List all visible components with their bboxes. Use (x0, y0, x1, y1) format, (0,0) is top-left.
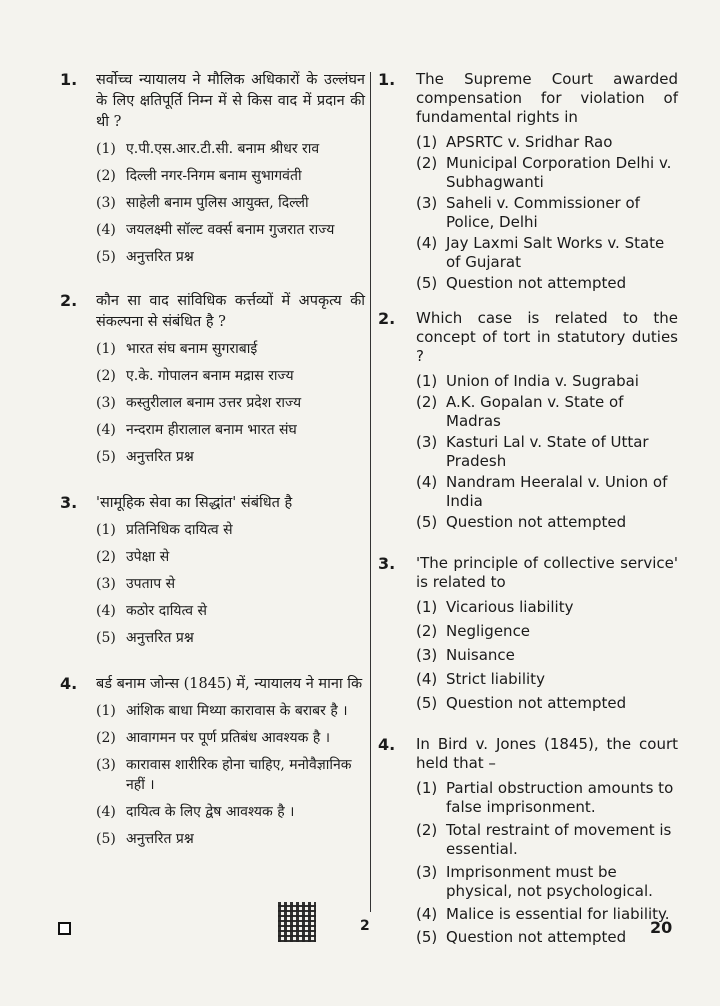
option: (2) उपेक्षा से (96, 549, 170, 565)
option: (5) अनुत्तरित प्रश्न (96, 449, 194, 465)
question-3-hi (60, 493, 365, 648)
option: (2) Municipal Corporation Delhi v. Subhagwanti (416, 154, 672, 191)
option: (5) Question not attempted (416, 274, 627, 292)
option: (1) APSRTC v. Sridhar Rao (416, 133, 613, 151)
option: (4) नन्दराम हीरालाल बनाम भारत संघ (96, 422, 297, 438)
registration-mark-icon (58, 922, 71, 935)
option: (2) ए.के. गोपालन बनाम मद्रास राज्य (96, 368, 294, 384)
option: (5) अनुत्तरित प्रश्न (96, 249, 194, 265)
option: (1) प्रतिनिधिक दायित्व से (96, 522, 233, 538)
question-text: The Supreme Court awarded compensation for violation of fundamental rights in (416, 70, 678, 126)
option: (1) ए.पी.एस.आर.टी.सी. बनाम श्रीधर राव (96, 141, 320, 157)
option: (3) कारावास शारीरिक होना चाहिए, मनोवैज्ञानिक नहीं । (96, 757, 352, 793)
option: (2) A.K. Gopalan v. State of Madras (416, 393, 624, 430)
question-1-en (378, 70, 678, 293)
page-number-center: 2 (360, 918, 370, 934)
question-3-en (378, 554, 678, 713)
page-number-right: 20 (650, 918, 673, 937)
question-number: 1. (60, 70, 78, 89)
option: (3) साहेली बनाम पुलिस आयुक्त, दिल्ली (96, 195, 309, 211)
question-text: सर्वोच्च न्यायालय ने मौलिक अधिकारों के उल्लंघन के लिए क्षतिपूर्ति निम्न में से किस वाद में प्रदान की थी ? (96, 72, 365, 130)
option: (1) Vicarious liability (416, 598, 574, 616)
question-text: कौन सा वाद सांविधिक कर्त्तव्यों में अपकृत्य की संकल्पना से संबंधित है ? (96, 293, 365, 330)
question-text: 'सामूहिक सेवा का सिद्धांत' संबंधित है (96, 495, 293, 511)
options-list (96, 520, 365, 648)
option: (4) Strict liability (416, 670, 545, 688)
english-column (378, 70, 678, 951)
option: (5) Question not attempted (416, 513, 627, 531)
question-number: 3. (60, 493, 78, 512)
question-4-hi (60, 674, 365, 849)
option: (4) Nandram Heeralal v. Union of India (416, 473, 668, 510)
column-divider (370, 72, 371, 912)
option: (5) अनुत्तरित प्रश्न (96, 831, 194, 847)
options-list (416, 598, 678, 713)
option: (2) Total restraint of movement is essential. (416, 821, 672, 858)
question-number: 2. (378, 309, 396, 328)
option: (4) कठोर दायित्व से (96, 603, 207, 619)
option: (2) दिल्ली नगर-निगम बनाम सुभागवंती (96, 168, 302, 184)
option: (3) उपताप से (96, 576, 176, 592)
option: (1) Partial obstruction amounts to false imprisonment. (416, 779, 674, 816)
question-1-hi (60, 70, 365, 267)
option: (3) Kasturi Lal v. State of Uttar Pradesh (416, 433, 649, 470)
option: (5) Question not attempted (416, 694, 627, 712)
option: (4) Malice is essential for liability. (416, 905, 670, 923)
hindi-column (60, 70, 365, 856)
option: (4) जयलक्ष्मी सॉल्ट वर्क्स बनाम गुजरात राज्य (96, 222, 335, 238)
qr-code-icon (278, 902, 316, 942)
question-2-en (378, 309, 678, 532)
options-list (96, 139, 365, 267)
options-list (416, 133, 678, 293)
question-number: 2. (60, 291, 78, 310)
question-text: In Bird v. Jones (1845), the court held that – (416, 735, 678, 772)
option: (3) Nuisance (416, 646, 515, 664)
question-text: 'The principle of collective service' is related to (416, 554, 678, 591)
option: (3) Saheli v. Commissioner of Police, Delhi (416, 194, 640, 231)
question-number: 3. (378, 554, 396, 573)
option: (4) दायित्व के लिए द्वेष आवश्यक है । (96, 804, 295, 820)
question-4-en (378, 735, 678, 947)
question-2-hi (60, 291, 365, 467)
question-text: Which case is related to the concept of tort in statutory duties ? (416, 309, 678, 365)
question-text: बर्ड बनाम जोन्स (1845) में, न्यायालय ने माना कि (96, 676, 363, 692)
options-list (416, 372, 678, 532)
option: (3) Imprisonment must be physical, not psychological. (416, 863, 653, 900)
option: (3) कस्तुरीलाल बनाम उत्तर प्रदेश राज्य (96, 395, 302, 411)
option: (2) Negligence (416, 622, 531, 640)
option: (2) आवागमन पर पूर्ण प्रतिबंध आवश्यक है । (96, 730, 331, 746)
option: (5) अनुत्तरित प्रश्न (96, 630, 194, 646)
option: (1) Union of India v. Sugrabai (416, 372, 639, 390)
options-list (96, 339, 365, 467)
question-number: 1. (378, 70, 396, 89)
option: (1) भारत संघ बनाम सुगराबाई (96, 341, 258, 357)
option: (4) Jay Laxmi Salt Works v. State of Gujarat (416, 234, 665, 271)
options-list (96, 701, 365, 849)
options-list (416, 779, 678, 947)
option: (5) Question not attempted (416, 928, 627, 946)
question-number: 4. (60, 674, 78, 693)
option: (1) आंशिक बाधा मिथ्या कारावास के बराबर है । (96, 703, 348, 719)
question-number: 4. (378, 735, 396, 754)
